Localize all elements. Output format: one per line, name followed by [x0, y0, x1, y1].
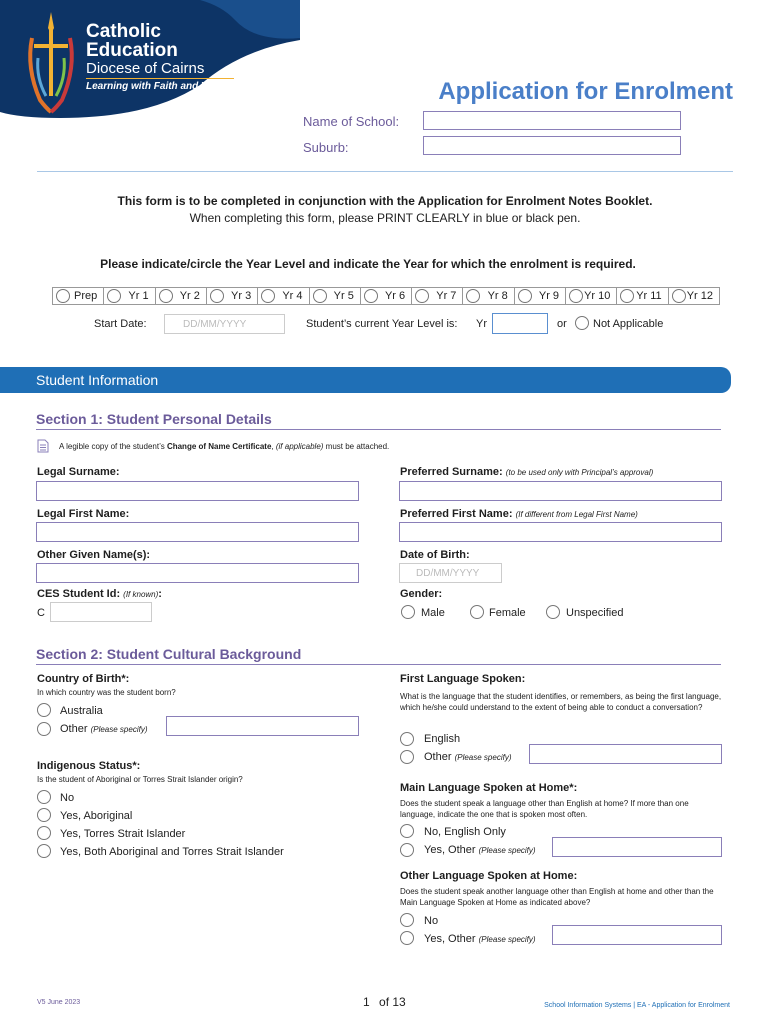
- preferred-surname-input[interactable]: [399, 481, 722, 501]
- year-level-label: Yr 9: [538, 290, 560, 302]
- main-language-other-radio[interactable]: [400, 843, 414, 857]
- footer-page-of: of 13: [379, 995, 406, 1009]
- year-instruction: Please indicate/circle the Year Level and indicate the Year for which the enrolment is required.: [100, 257, 636, 271]
- main-language-other-specify: (Please specify): [478, 846, 536, 855]
- other-language-sub: Does the student speak another language other than English at home and other than the Main Language Spoken at Home as indicated above?: [400, 887, 714, 907]
- year-level-option[interactable]: [155, 287, 206, 305]
- year-level-radio[interactable]: [518, 289, 532, 303]
- year-level-radio[interactable]: [107, 289, 121, 303]
- logo-line3: Diocese of Cairns: [86, 60, 205, 77]
- first-language-english-label: English: [424, 733, 461, 745]
- legal-surname-input[interactable]: [36, 481, 359, 501]
- first-language-label: First Language Spoken:: [400, 673, 526, 685]
- country-of-birth-sub: In which country was the student born?: [37, 688, 176, 697]
- header-logo-block: [0, 0, 300, 120]
- main-language-english-radio[interactable]: [400, 824, 414, 838]
- start-date-placeholder: DD/MM/YYYY: [183, 319, 247, 330]
- first-language-other-radio[interactable]: [400, 750, 414, 764]
- gender-female-radio[interactable]: [470, 605, 484, 619]
- name-certificate-note: A legible copy of the student’s Change of Name Certificate, (if applicable) must be attached.: [59, 442, 390, 451]
- logo-line2: Education: [86, 40, 178, 61]
- other-given-names-label: Other Given Name(s):: [37, 549, 151, 561]
- intro-line2: When completing this form, please PRINT CLEARLY in blue or black pen.: [189, 211, 581, 225]
- or-label: or: [557, 318, 567, 330]
- year-level-option[interactable]: [257, 287, 308, 305]
- other-language-label: Other Language Spoken at Home:: [400, 870, 578, 882]
- first-language-other-label: [424, 751, 512, 763]
- school-name-input[interactable]: [423, 111, 681, 130]
- section1-rule: [36, 429, 721, 430]
- year-level-radio[interactable]: [261, 289, 275, 303]
- gender-female-label: Female: [489, 607, 526, 619]
- gender-male-radio[interactable]: [401, 605, 415, 619]
- main-language-other-label: [424, 844, 536, 856]
- year-level-label: Yr 6: [384, 290, 406, 302]
- student-info-banner: [0, 367, 731, 393]
- legal-first-name-label: Legal First Name:: [37, 508, 130, 520]
- year-level-option[interactable]: [462, 287, 513, 305]
- year-level-label: Yr 11: [636, 290, 662, 302]
- indigenous-status-label: Indigenous Status*:: [37, 760, 141, 772]
- note-prefix: A legible copy of the student’s: [59, 442, 165, 451]
- indigenous-no-label: No: [60, 792, 75, 804]
- year-level-radio[interactable]: [364, 289, 378, 303]
- country-other-text: Other: [60, 723, 88, 735]
- current-level-label: Student’s current Year Level is:: [306, 318, 458, 330]
- main-language-other-text: Yes, Other: [424, 844, 476, 856]
- gender-unspecified-label: Unspecified: [566, 607, 624, 619]
- first-language-english-radio[interactable]: [400, 732, 414, 746]
- indigenous-aboriginal-radio[interactable]: [37, 808, 51, 822]
- ces-prefix: C: [37, 607, 45, 619]
- year-level-label: Yr 8: [487, 290, 508, 302]
- year-level-label: Prep: [74, 290, 98, 302]
- year-level-option[interactable]: [514, 287, 565, 305]
- year-level-radio[interactable]: [415, 289, 429, 303]
- other-language-other-radio[interactable]: [400, 931, 414, 945]
- header-divider: [37, 171, 733, 172]
- country-other-label: [60, 723, 148, 735]
- year-level-option[interactable]: [565, 287, 616, 305]
- year-level-label: Yr 12: [686, 290, 713, 302]
- first-language-other-input[interactable]: [529, 744, 722, 764]
- not-applicable-label: Not Applicable: [593, 318, 664, 330]
- year-level-radio[interactable]: [569, 289, 583, 303]
- preferred-first-name-label: [400, 508, 638, 520]
- indigenous-aboriginal-label: Yes, Aboriginal: [60, 810, 133, 822]
- year-level-radio[interactable]: [313, 289, 327, 303]
- indigenous-no-radio[interactable]: [37, 790, 51, 804]
- year-level-radio[interactable]: [159, 289, 173, 303]
- note-italic: (if applicable): [275, 442, 324, 451]
- country-australia-label: Australia: [60, 705, 103, 717]
- other-language-other-input[interactable]: [552, 925, 722, 945]
- other-language-no-label: No: [424, 915, 439, 927]
- year-level-option[interactable]: [103, 287, 154, 305]
- logo-tagline: Learning with Faith and Vision: [86, 81, 231, 92]
- year-level-option[interactable]: [206, 287, 257, 305]
- indigenous-both-radio[interactable]: [37, 844, 51, 858]
- school-name-label: Name of School:: [303, 114, 400, 129]
- year-level-option[interactable]: [616, 287, 667, 305]
- ces-student-id-input[interactable]: [50, 602, 152, 622]
- date-of-birth-placeholder: DD/MM/YYYY: [416, 568, 480, 579]
- footer-system: School Information Systems | EA - Application for Enrolment: [544, 1002, 730, 1009]
- year-level-option[interactable]: [360, 287, 411, 305]
- other-language-other-label: [424, 933, 536, 945]
- first-language-other-specify: (Please specify): [454, 753, 512, 762]
- preferred-surname-text: Preferred Surname:: [400, 466, 503, 478]
- year-row-right-border: [719, 287, 720, 305]
- year-level-label: Yr 3: [231, 290, 252, 302]
- year-level-label: Yr 1: [128, 290, 149, 302]
- year-level-option[interactable]: [309, 287, 360, 305]
- ces-student-id-text: CES Student Id:: [37, 588, 121, 600]
- year-level-radio[interactable]: [672, 289, 686, 303]
- country-australia-radio[interactable]: [37, 703, 51, 717]
- year-level-option[interactable]: [668, 287, 719, 305]
- year-level-label: Yr 4: [282, 290, 303, 302]
- section1-title: Section 1: Student Personal Details: [36, 411, 272, 427]
- year-level-label: Yr 2: [179, 290, 200, 302]
- suburb-input[interactable]: [423, 136, 681, 155]
- diocese-emblem-icon: [22, 8, 80, 118]
- legal-first-name-input[interactable]: [36, 522, 359, 542]
- main-language-sub: Does the student speak a language other than English at home? If more than one language, indicate the one that is spoken most often.: [400, 799, 689, 819]
- main-language-english-label: No, English Only: [424, 826, 506, 838]
- note-bold: Change of Name Certificate: [166, 442, 272, 451]
- year-level-label: Yr 5: [333, 290, 354, 302]
- preferred-surname-label: [400, 466, 653, 478]
- indigenous-both-label: Yes, Both Aboriginal and Torres Strait Islander: [60, 846, 284, 858]
- footer-version: V5 June 2023: [37, 999, 81, 1006]
- year-level-option[interactable]: [411, 287, 462, 305]
- preferred-surname-note: (to be used only with Principal’s approval): [505, 468, 654, 477]
- current-level-input[interactable]: [492, 313, 548, 334]
- section2-title: Section 2: Student Cultural Background: [36, 646, 302, 662]
- suburb-label: Suburb:: [303, 140, 349, 155]
- year-level-radio[interactable]: [56, 289, 70, 303]
- preferred-first-name-input[interactable]: [399, 522, 722, 542]
- footer-page-current: 1: [363, 995, 370, 1009]
- logo-line1: Catholic: [86, 21, 161, 42]
- first-language-sub: What is the language that the student identifies, or remembers, as being the first language, which he/she could understand to the extent of being able to conduct a conversation?: [400, 692, 722, 712]
- other-language-other-specify: (Please specify): [478, 935, 536, 944]
- preferred-first-name-text: Preferred First Name:: [400, 508, 513, 520]
- not-applicable-radio[interactable]: [575, 316, 589, 330]
- year-level-radio[interactable]: [466, 289, 480, 303]
- ces-student-id-note: (If known): [123, 590, 159, 599]
- other-language-other-text: Yes, Other: [424, 933, 476, 945]
- preferred-first-name-note: (If different from Legal First Name): [515, 510, 638, 519]
- gender-male-label: Male: [421, 607, 445, 619]
- country-other-input[interactable]: [166, 716, 359, 736]
- year-level-radio[interactable]: [620, 289, 634, 303]
- indigenous-tsi-label: Yes, Torres Strait Islander: [60, 828, 186, 840]
- first-language-other-text: Other: [424, 751, 452, 763]
- year-level-label: Yr 10: [584, 290, 611, 302]
- year-level-radio[interactable]: [210, 289, 224, 303]
- page-title: Application for Enrolment: [438, 78, 733, 105]
- country-other-radio[interactable]: [37, 722, 51, 736]
- ces-student-id-colon: :: [158, 588, 162, 600]
- ces-student-id-label: [37, 588, 162, 600]
- start-date-label: Start Date:: [94, 318, 147, 330]
- indigenous-tsi-radio[interactable]: [37, 826, 51, 840]
- other-given-names-input[interactable]: [36, 563, 359, 583]
- indigenous-status-sub: Is the student of Aboriginal or Torres Strait Islander origin?: [37, 775, 243, 784]
- intro-line1: This form is to be completed in conjunction with the Application for Enrolment Notes Booklet.: [117, 194, 653, 208]
- footer-page: [363, 995, 406, 1009]
- date-of-birth-label: Date of Birth:: [400, 549, 470, 561]
- document-attach-icon: [37, 439, 49, 453]
- country-other-specify: (Please specify): [90, 725, 148, 734]
- current-level-prefix: Yr: [476, 318, 487, 330]
- gender-label: Gender:: [400, 588, 443, 600]
- student-info-banner-title: Student Information: [36, 372, 159, 388]
- section2-rule: [36, 664, 721, 665]
- year-level-label: Yr 7: [436, 290, 457, 302]
- other-language-no-radio[interactable]: [400, 913, 414, 927]
- country-of-birth-label: Country of Birth*:: [37, 673, 130, 685]
- main-language-other-input[interactable]: [552, 837, 722, 857]
- logo-rule: [86, 78, 234, 79]
- legal-surname-label: Legal Surname:: [37, 466, 120, 478]
- main-language-label: Main Language Spoken at Home*:: [400, 782, 578, 794]
- gender-unspecified-radio[interactable]: [546, 605, 560, 619]
- note-suffix: must be attached.: [325, 442, 390, 451]
- year-level-option[interactable]: [52, 287, 103, 305]
